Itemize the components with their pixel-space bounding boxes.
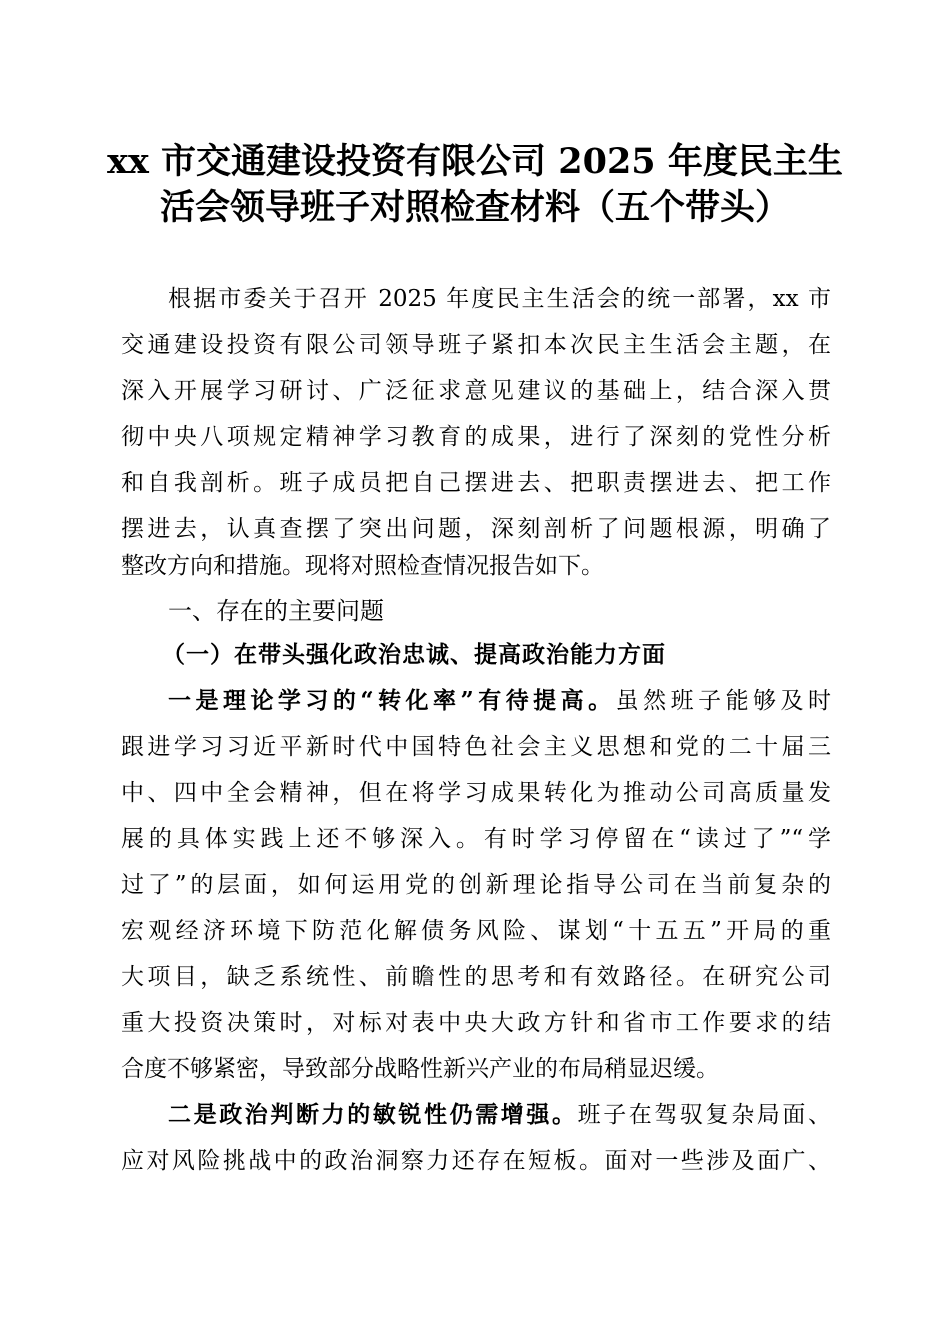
intro-paragraph-line: 整改方向和措施。现将对照检查情况报告如下。: [121, 553, 604, 579]
point-1-line: 跟进学习习近平新时代中国特色社会主义思想和党的二十届三: [121, 734, 831, 760]
point-2-line: 应对风险挑战中的政治洞察力还存在短板。面对一些涉及面广、: [121, 1148, 831, 1174]
subsection-heading: （一）在带头强化政治忠诚、提高政治能力方面: [162, 641, 666, 668]
intro-paragraph-line: 摆进去，认真查摆了突出问题，深刻剖析了问题根源，明确了: [121, 516, 831, 542]
point-1-line: 过了”的层面，如何运用党的创新理论指导公司在当前复杂的: [121, 872, 831, 898]
intro-paragraph-line: 彻中央八项规定精神学习教育的成果，进行了深刻的党性分析: [121, 424, 831, 450]
point-1-line: 宏观经济环境下防范化解债务风险、谋划“十五五”开局的重: [121, 918, 831, 944]
point-1-first-line: [168, 686, 831, 716]
point-1-line: 展的具体实践上还不够深入。有时学习停留在“读过了”“学: [121, 826, 831, 852]
intro-paragraph-line: 和自我剖析。班子成员把自己摆进去、把职责摆进去、把工作: [121, 470, 831, 496]
section-heading: 一、存在的主要问题: [168, 597, 384, 625]
point-1-first-rest: 虽然班子能够及时: [615, 688, 832, 714]
point-1-lead: 一是理论学习的“转化率”有待提高。: [168, 687, 616, 714]
intro-paragraph-line: 交通建设投资有限公司领导班子紧扣本次民主生活会主题，在: [121, 332, 831, 358]
point-1-line: 合度不够紧密，导致部分战略性新兴产业的布局稍显迟缓。: [121, 1056, 719, 1082]
intro-paragraph-line: 根据市委关于召开 2025 年度民主生活会的统一部署，xx 市: [168, 286, 831, 312]
point-1-line: 大项目，缺乏系统性、前瞻性的思考和有效路径。在研究公司: [121, 964, 831, 990]
point-2-first-line: [168, 1100, 831, 1130]
point-2-lead: 二是政治判断力的敏锐性仍需增强。: [168, 1101, 578, 1128]
point-1-line: 重大投资决策时，对标对表中央大政方针和省市工作要求的结: [121, 1010, 831, 1036]
intro-paragraph-line: 深入开展学习研讨、广泛征求意见建议的基础上，结合深入贯: [121, 378, 831, 404]
document-title-line-1: xx 市交通建设投资有限公司 2025 年度民主生: [107, 141, 843, 182]
document-title-line-2: 活会领导班子对照检查材料（五个带头）: [159, 187, 790, 228]
point-1-line: 中、四中全会精神，但在将学习成果转化为推动公司高质量发: [121, 780, 831, 806]
point-2-first-rest: 班子在驾驭复杂局面、: [577, 1102, 832, 1128]
